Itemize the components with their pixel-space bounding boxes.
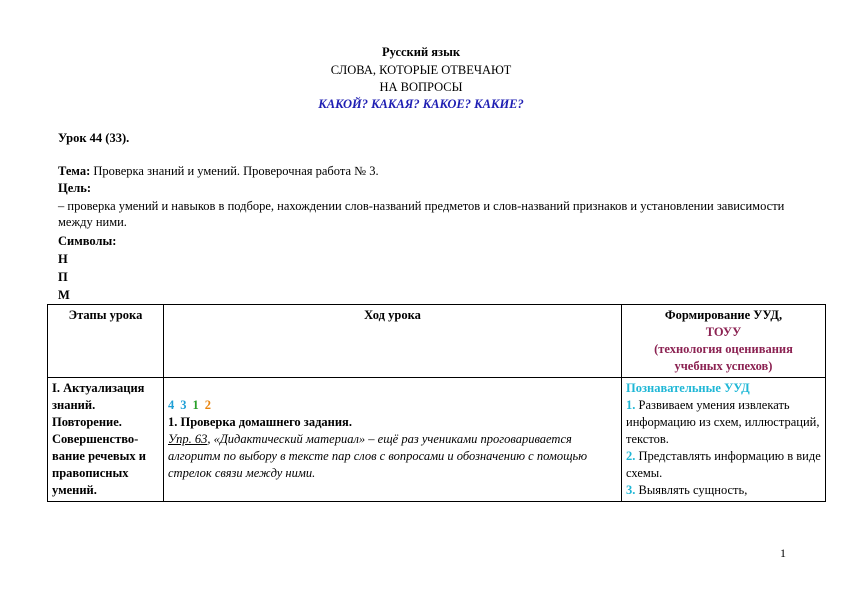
number-badge: 4	[168, 398, 175, 412]
header-uud-line3: (технология оценивания	[654, 342, 793, 356]
uud-item-text: Представлять информацию в виде схемы.	[626, 449, 821, 480]
symbols-label: Символы:	[58, 234, 117, 248]
uud-item-number: 1.	[626, 398, 636, 412]
stage-line: вание речевых и	[52, 449, 146, 463]
table-row	[48, 378, 826, 502]
uud-item	[626, 482, 821, 499]
uud-title: Познавательные УУД	[626, 381, 750, 395]
header-uud-line1: Формирование УУД,	[664, 308, 783, 322]
theme-label: Тема:	[58, 164, 91, 178]
number-badge: 1	[192, 398, 199, 412]
uud-cell	[622, 378, 826, 502]
uud-item-number: 2.	[626, 449, 636, 463]
task-text	[168, 431, 617, 482]
header-stages: Этапы урока	[48, 305, 164, 378]
lesson-number: Урок 44 (33).	[58, 131, 130, 145]
symbol-n: Н	[58, 252, 68, 266]
header-uud	[622, 305, 826, 378]
uud-item	[626, 448, 821, 482]
header-uud-line4: учебных успехов)	[674, 359, 773, 373]
header-uud-line2: ТОУУ	[705, 325, 742, 339]
goal-label: Цель:	[58, 181, 92, 195]
lesson-table	[47, 304, 826, 502]
stage-line: Совершенство-	[52, 432, 139, 446]
number-badge: 2	[204, 398, 211, 412]
number-badge: 3	[180, 398, 187, 412]
topic-questions: КАКОЙ? КАКАЯ? КАКОЕ? КАКИЕ?	[318, 97, 524, 111]
stage-line: Повторение.	[52, 415, 122, 429]
stage-line: правописных	[52, 466, 129, 480]
page-number: 1	[780, 546, 786, 560]
uud-item-number: 3.	[626, 483, 636, 497]
stage-line: знаний.	[52, 398, 96, 412]
theme-line	[58, 163, 798, 180]
goal-text: – проверка умений и навыков в подборе, нахождении слов-названий предметов и слов-названий признаков и установлении зависимости между ними.	[58, 199, 785, 229]
exercise-ref: Упр. 63	[168, 432, 208, 446]
stage-cell	[48, 378, 164, 502]
stage-line: умений.	[52, 483, 97, 497]
uud-item-text: Выявлять сущность,	[635, 483, 748, 497]
task-description: , «Дидактический материал» – ещё раз учениками проговаривается алгоритм по выбору в тексте пар слов с вопросами и обозначению с помощью стрелок связи между ними.	[168, 432, 588, 480]
task-title: 1. Проверка домашнего задания.	[168, 415, 352, 429]
theme-text: Проверка знаний и умений. Проверочная работа № 3.	[90, 164, 379, 178]
header-course: Ход урока	[164, 305, 622, 378]
uud-item-text: Развиваем умения извлекать информацию из схем, иллюстраций, текстов.	[626, 398, 820, 446]
topic-line-1: СЛОВА, КОТОРЫЕ ОТВЕЧАЮТ	[330, 63, 512, 77]
uud-item	[626, 397, 821, 448]
course-cell	[164, 378, 622, 502]
subject-title: Русский язык	[381, 45, 461, 59]
table-header-row	[48, 305, 826, 378]
topic-line-2: НА ВОПРОСЫ	[379, 80, 463, 94]
stage-line: I. Актуализация	[52, 381, 145, 395]
symbol-p: П	[58, 270, 68, 284]
symbol-numbers	[168, 397, 617, 414]
symbol-m: М	[58, 288, 70, 302]
